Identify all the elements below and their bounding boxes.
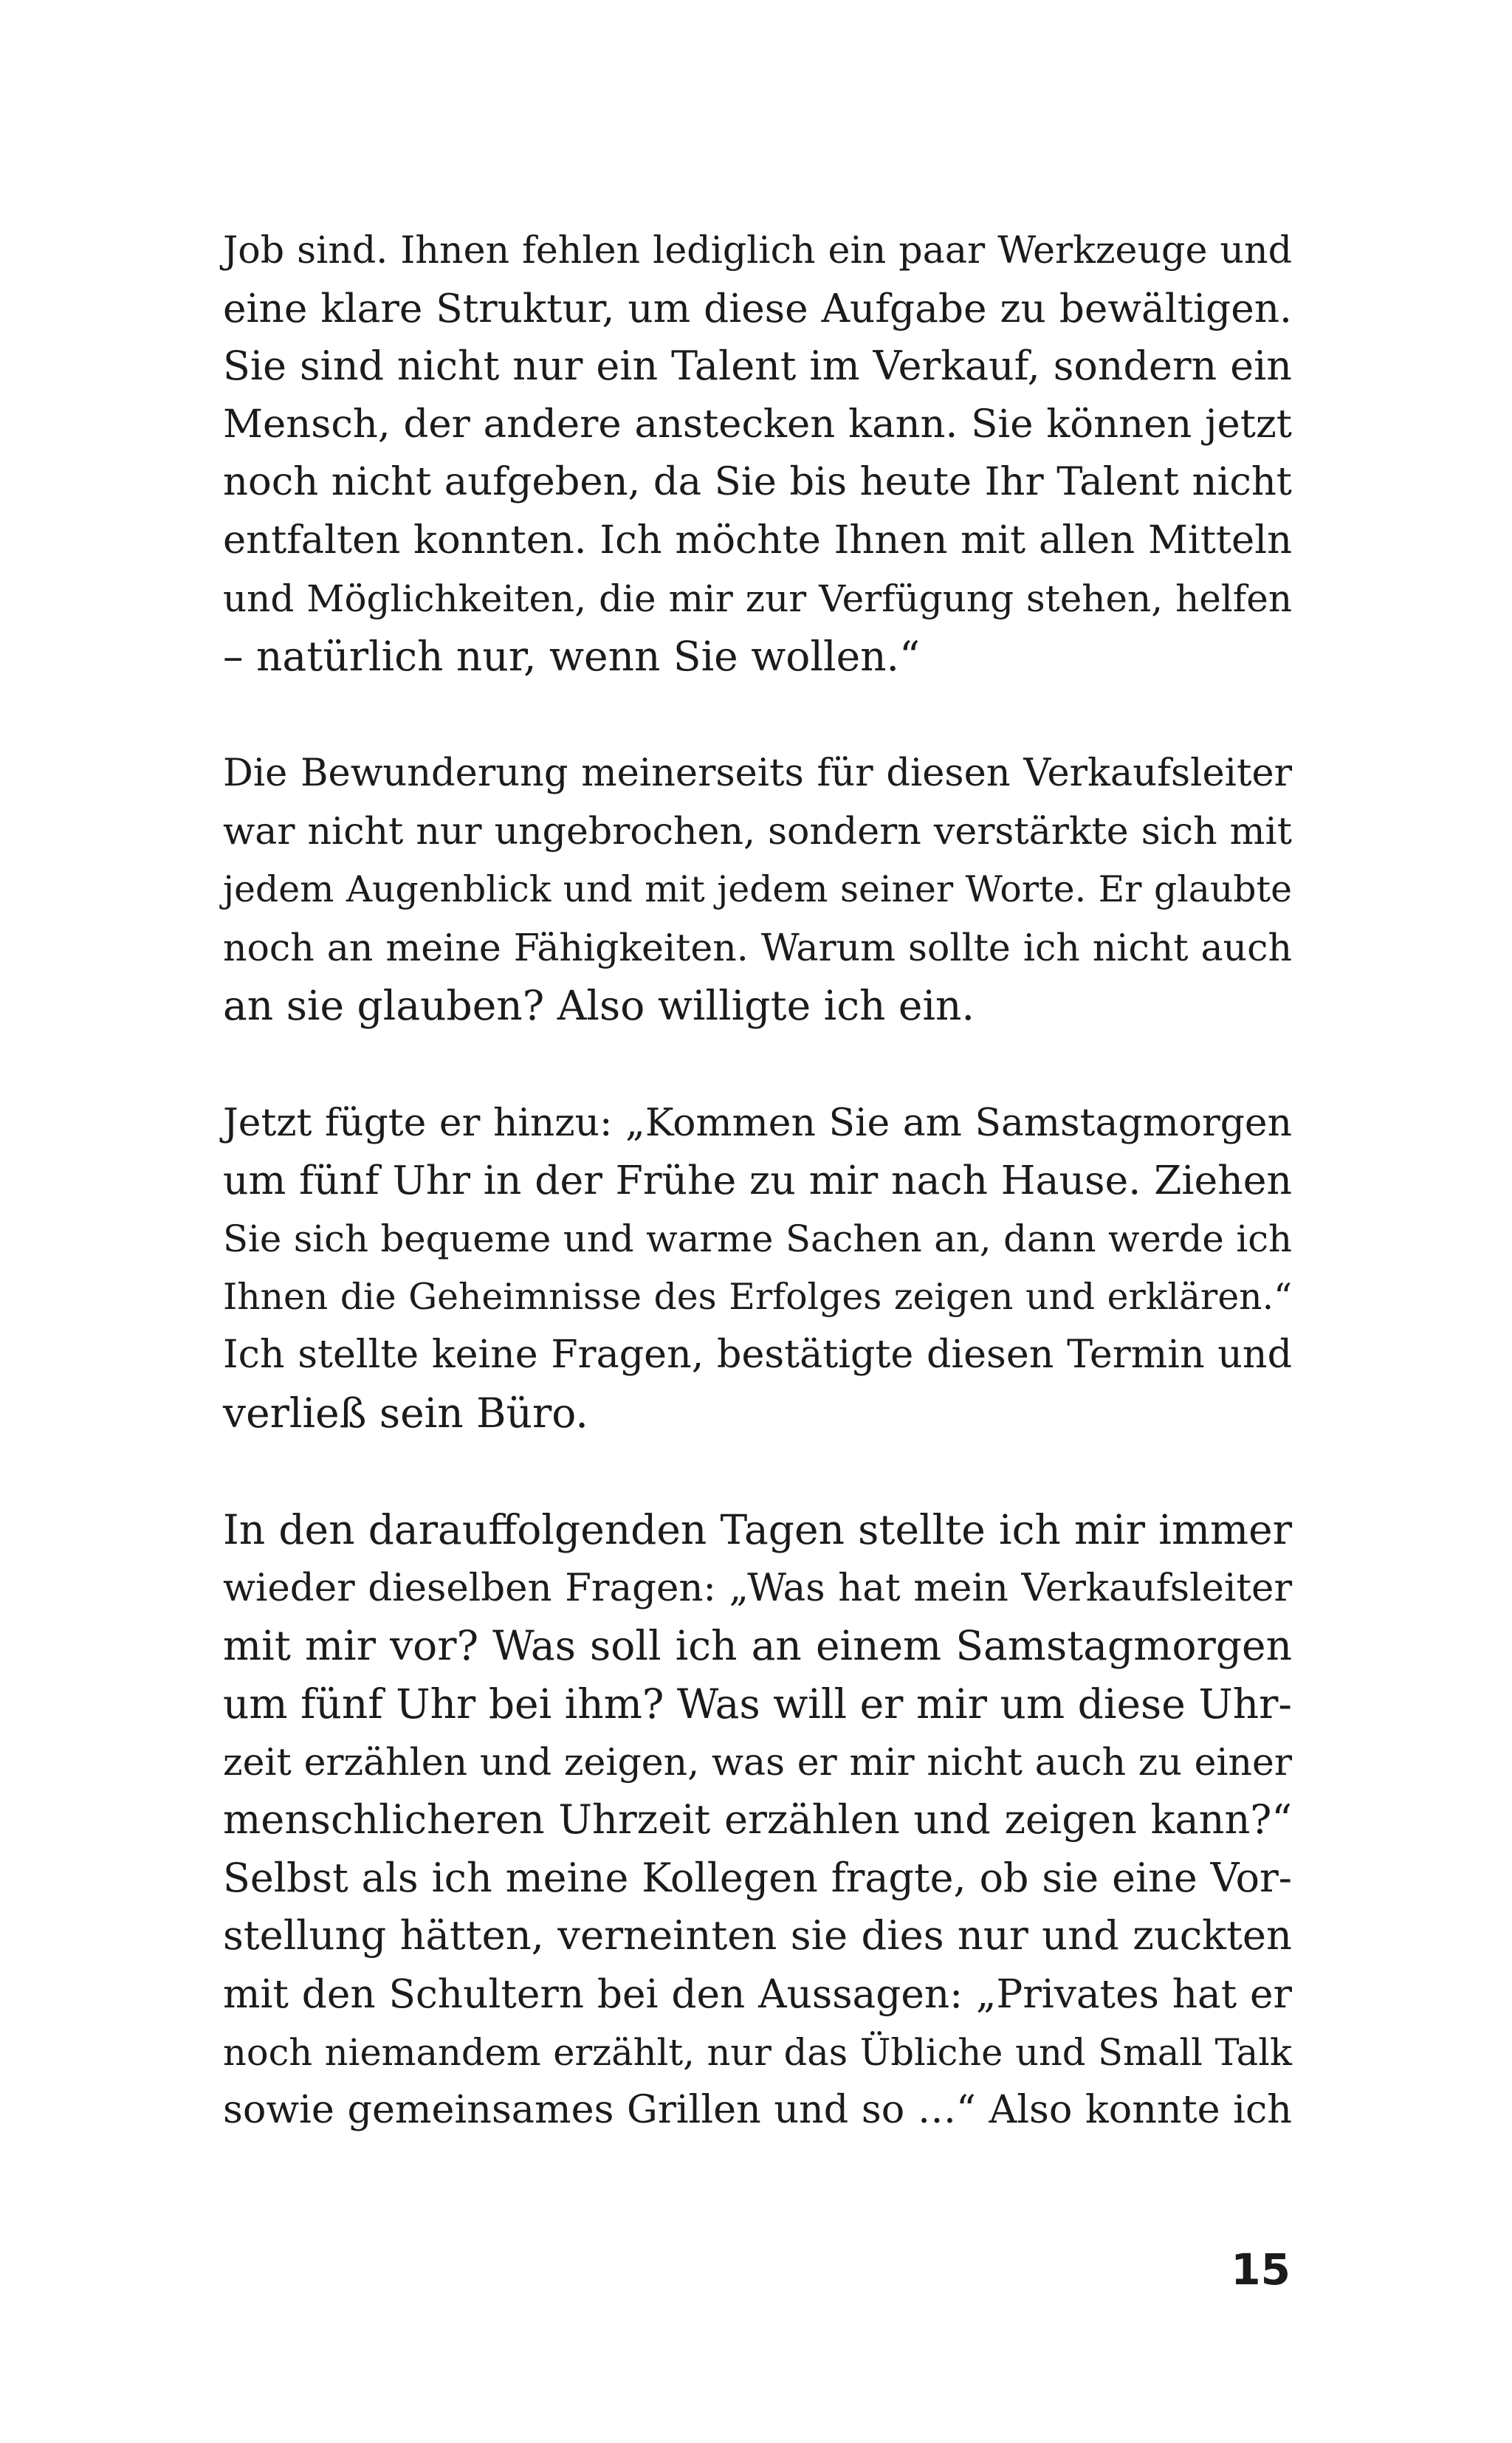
- text-line: noch niemandem erzählt, nur das Übliche und Small Talk: [223, 2030, 1292, 2074]
- text-line: an sie glauben? Also willigte ich ein.: [223, 982, 975, 1030]
- text-line: – natürlich nur, wenn Sie wollen.“: [223, 633, 921, 681]
- text-line: Ich stellte keine Fragen, bestätigte diesen Termin und: [223, 1333, 1292, 1378]
- text-line: zeit erzählen und zeigen, was er mir nicht auch zu einer: [223, 1739, 1292, 1784]
- text-line: um fünf Uhr in der Frühe zu mir nach Hause. Ziehen: [223, 1157, 1292, 1204]
- text-line: mit den Schultern bei den Aussagen: „Privates hat er: [223, 1971, 1292, 2018]
- text-line: entfalten konnten. Ich möchte Ihnen mit allen Mitteln: [223, 517, 1292, 563]
- paragraph: [223, 745, 1292, 1035]
- text-line: noch nicht aufgeben, da Sie bis heute Ihr Talent nicht: [223, 459, 1292, 505]
- text-line: Sie sich bequeme und warme Sachen an, dann werde ich: [223, 1217, 1292, 1260]
- paragraph: [223, 1501, 1292, 2140]
- text-line: Die Bewunderung meinerseits für diesen Verkaufsleiter: [223, 751, 1292, 795]
- text-line: wieder dieselben Fragen: „Was hat mein Verkaufsleiter: [223, 1565, 1292, 1610]
- text-line: Sie sind nicht nur ein Talent im Verkauf, sondern ein: [223, 343, 1292, 390]
- text-line: menschlicheren Uhrzeit erzählen und zeigen kann?“: [223, 1796, 1292, 1844]
- text-line: Selbst als ich meine Kollegen fragte, ob sie eine Vor-: [223, 1854, 1292, 1901]
- text-line: Jetzt fügte er hinzu: „Kommen Sie am Samstagmorgen: [223, 1100, 1292, 1145]
- text-line: jedem Augenblick und mit jedem seiner Worte. Er glaubte: [223, 867, 1292, 910]
- text-line: verließ sein Büro.: [223, 1389, 588, 1437]
- text-line: mit mir vor? Was soll ich an einem Samstagmorgen: [223, 1622, 1292, 1670]
- text-line: In den darauffolgenden Tagen stellte ich mir immer: [223, 1506, 1292, 1554]
- text-line: Ihnen die Geheimnisse des Erfolges zeigen und erklären.“: [223, 1276, 1292, 1318]
- text-line: eine klare Struktur, um diese Aufgabe zu bewältigen.: [223, 285, 1292, 331]
- text-line: um fünf Uhr bei ihm? Was will er mir um diese Uhr-: [223, 1680, 1292, 1728]
- text-line: noch an meine Fähigkeiten. Warum sollte ich nicht auch: [223, 925, 1292, 969]
- text-line: und Möglichkeiten, die mir zur Verfügung stehen, helfen: [223, 577, 1292, 620]
- paragraph: [223, 221, 1292, 686]
- text-line: stellung hätten, verneinten sie dies nur und zuckten: [223, 1912, 1292, 1959]
- body-text: [223, 221, 1292, 2140]
- paragraph: [223, 1094, 1292, 1443]
- text-line: Job sind. Ihnen fehlen lediglich ein paar Werkzeuge und: [223, 228, 1292, 272]
- text-line: Mensch, der andere anstecken kann. Sie können jetzt: [223, 401, 1292, 447]
- text-line: sowie gemeinsames Grillen und so …“ Also konnte ich: [223, 2087, 1292, 2133]
- text-line: war nicht nur ungebrochen, sondern verstärkte sich mit: [223, 809, 1292, 853]
- page-number: 15: [1231, 2244, 1291, 2295]
